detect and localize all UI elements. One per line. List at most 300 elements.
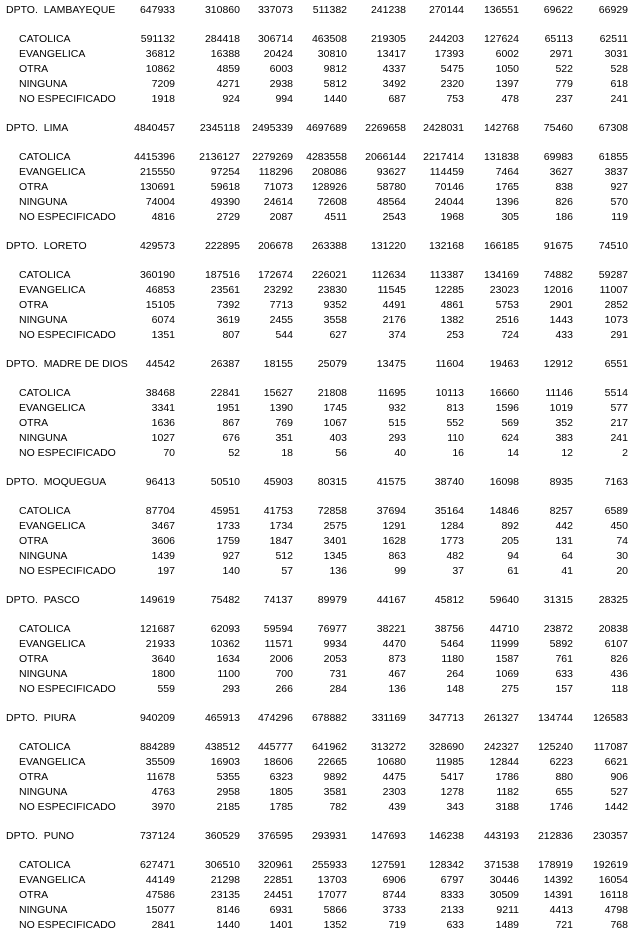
category-value: 2176: [382, 314, 406, 326]
category-value: 11545: [377, 284, 406, 296]
category-value: 731: [329, 668, 347, 680]
category-value: 1745: [323, 402, 347, 414]
category-value: 30: [616, 550, 628, 562]
category-value: 30509: [489, 889, 519, 901]
category-value: 2087: [269, 211, 293, 223]
category-value: 10113: [435, 387, 464, 399]
department-name: DPTO. PIURA: [6, 712, 76, 724]
department-total-value: 132168: [428, 240, 464, 252]
category-value: 99: [394, 565, 406, 577]
category-value: 873: [388, 653, 406, 665]
category-value: 293: [222, 683, 240, 695]
department-total-value: 18155: [263, 358, 293, 370]
category-value: 1284: [440, 520, 464, 532]
category-value: 125240: [537, 741, 573, 753]
category-value: 23023: [489, 284, 519, 296]
category-row: [0, 62, 628, 77]
category-value: 18: [281, 447, 293, 459]
category-value: 6223: [549, 756, 573, 768]
category-value: 306510: [204, 859, 240, 871]
category-value: 36812: [145, 48, 175, 60]
category-value: 4415396: [134, 151, 175, 163]
category-value: 3558: [323, 314, 347, 326]
category-value: 2217414: [423, 151, 464, 163]
category-value: 3581: [323, 786, 347, 798]
department-total-value: 75460: [543, 122, 573, 134]
category-value: 528: [610, 63, 628, 75]
category-value: 5417: [440, 771, 464, 783]
category-value: 3627: [549, 166, 573, 178]
category-value: 522: [555, 63, 573, 75]
category-row: [0, 32, 628, 47]
category-value: 10362: [210, 638, 240, 650]
category-row: [0, 903, 628, 918]
department-total-value: 360529: [204, 830, 240, 842]
department-total-value: 25079: [317, 358, 347, 370]
department-total-value: 376595: [257, 830, 293, 842]
category-value: 14: [507, 447, 519, 459]
category-value: 293: [388, 432, 406, 444]
category-value: 21933: [145, 638, 175, 650]
category-label: NO ESPECIFICADO: [19, 329, 116, 341]
category-value: 7392: [216, 299, 240, 311]
category-value: 58780: [376, 181, 406, 193]
category-value: 433: [555, 329, 573, 341]
category-value: 782: [329, 801, 347, 813]
category-label: EVANGELICA: [19, 166, 86, 178]
category-value: 3640: [151, 653, 175, 665]
category-value: 21298: [210, 874, 240, 886]
category-row: [0, 873, 628, 888]
category-value: 38468: [145, 387, 175, 399]
category-value: 197: [157, 565, 175, 577]
category-value: 1489: [495, 919, 519, 931]
department-total-value: 511382: [312, 4, 347, 16]
category-row: [0, 92, 628, 107]
category-value: 442: [555, 520, 573, 532]
department-total-value: 647933: [139, 4, 175, 16]
department-total-row: [0, 121, 628, 136]
category-value: 117087: [593, 741, 628, 753]
category-value: 255933: [311, 859, 347, 871]
category-value: 23561: [210, 284, 240, 296]
category-value: 2841: [151, 919, 175, 931]
category-value: 360190: [139, 269, 175, 281]
department-total-value: 16098: [489, 476, 519, 488]
category-value: 4798: [604, 904, 628, 916]
category-label: NINGUNA: [19, 314, 68, 326]
category-label: NINGUNA: [19, 786, 68, 798]
category-row: [0, 770, 628, 785]
category-value: 219305: [370, 33, 406, 45]
category-label: NINGUNA: [19, 196, 68, 208]
category-value: 93627: [376, 166, 406, 178]
category-value: 72858: [317, 505, 347, 517]
department-total-value: 4697689: [306, 122, 347, 134]
category-value: 4470: [382, 638, 406, 650]
department-name: DPTO. LAMBAYEQUE: [6, 4, 116, 16]
category-label: OTRA: [19, 535, 49, 547]
category-row: [0, 504, 628, 519]
category-value: 932: [388, 402, 406, 414]
category-value: 15105: [145, 299, 175, 311]
category-value: 641962: [311, 741, 347, 753]
department-total-value: 147693: [370, 830, 406, 842]
category-value: 2: [622, 447, 628, 459]
category-value: 2958: [216, 786, 240, 798]
category-value: 205: [501, 535, 519, 547]
department-total-value: 429573: [139, 240, 175, 252]
category-value: 12844: [489, 756, 519, 768]
category-value: 23135: [210, 889, 240, 901]
category-value: 4491: [382, 299, 406, 311]
department-total-value: 91675: [543, 240, 573, 252]
category-value: 2971: [549, 48, 573, 60]
category-value: 215550: [139, 166, 175, 178]
category-value: 284418: [204, 33, 240, 45]
category-value: 11678: [146, 771, 175, 783]
category-value: 23292: [263, 284, 293, 296]
department-name: DPTO. PUNO: [6, 830, 75, 842]
category-value: 114459: [429, 166, 464, 178]
category-value: 676: [222, 432, 240, 444]
category-label: NO ESPECIFICADO: [19, 447, 116, 459]
category-row: [0, 77, 628, 92]
category-value: 768: [610, 919, 628, 931]
category-row: [0, 298, 628, 313]
category-value: 3341: [151, 402, 175, 414]
department-block: [0, 239, 628, 343]
department-total-value: 146238: [428, 830, 464, 842]
category-value: 655: [555, 786, 573, 798]
department-name: DPTO. LORETO: [6, 240, 87, 252]
category-label: OTRA: [19, 771, 49, 783]
category-value: 467: [388, 668, 406, 680]
category-value: 130691: [139, 181, 175, 193]
category-value: 463508: [311, 33, 347, 45]
department-total-value: 270144: [428, 4, 464, 16]
category-value: 6621: [604, 756, 628, 768]
category-value: 8744: [382, 889, 406, 901]
category-value: 59287: [598, 269, 628, 281]
category-value: 544: [275, 329, 293, 341]
department-total-value: 331169: [371, 712, 406, 724]
category-value: 121687: [139, 623, 175, 635]
category-value: 41753: [263, 505, 293, 517]
department-total-value: 2428031: [423, 122, 464, 134]
category-value: 157: [555, 683, 573, 695]
category-value: 2516: [495, 314, 519, 326]
category-label: OTRA: [19, 299, 49, 311]
category-value: 9352: [323, 299, 347, 311]
department-total-value: 206678: [257, 240, 293, 252]
category-row: [0, 195, 628, 210]
category-value: 1180: [441, 653, 464, 665]
category-value: 403: [329, 432, 347, 444]
category-value: 2133: [440, 904, 464, 916]
category-value: 40: [394, 447, 406, 459]
category-value: 1443: [549, 314, 573, 326]
category-value: 3031: [604, 48, 628, 60]
category-value: 927: [610, 181, 628, 193]
category-value: 13703: [317, 874, 347, 886]
category-value: 1396: [495, 196, 519, 208]
category-value: 2729: [216, 211, 240, 223]
category-value: 48564: [376, 196, 406, 208]
category-row: [0, 918, 628, 933]
category-value: 9812: [323, 63, 347, 75]
category-value: 779: [555, 78, 573, 90]
category-value: 52: [228, 447, 240, 459]
category-value: 2053: [323, 653, 347, 665]
department-total-value: 13475: [376, 358, 406, 370]
department-total-value: 6551: [604, 358, 628, 370]
category-value: 1746: [549, 801, 573, 813]
department-total-value: 142768: [483, 122, 519, 134]
department-total-row: [0, 475, 628, 490]
category-row: [0, 401, 628, 416]
category-value: 97254: [210, 166, 240, 178]
category-value: 71073: [263, 181, 293, 193]
category-value: 241: [610, 432, 628, 444]
category-value: 241: [610, 93, 628, 105]
category-value: 1440: [216, 919, 240, 931]
category-value: 61855: [598, 151, 628, 163]
category-value: 44710: [489, 623, 519, 635]
department-total-value: 230357: [592, 830, 628, 842]
category-value: 1019: [549, 402, 573, 414]
category-label: NO ESPECIFICADO: [19, 683, 116, 695]
category-value: 687: [388, 93, 406, 105]
category-value: 8146: [216, 904, 240, 916]
category-label: CATOLICA: [19, 151, 71, 163]
category-label: CATOLICA: [19, 623, 71, 635]
category-value: 813: [446, 402, 464, 414]
category-value: 87704: [145, 505, 175, 517]
category-value: 1805: [269, 786, 293, 798]
department-total-value: 678882: [311, 712, 347, 724]
category-value: 1397: [495, 78, 519, 90]
category-row: [0, 150, 628, 165]
category-value: 450: [610, 520, 628, 532]
category-value: 1734: [269, 520, 293, 532]
department-total-value: 131220: [370, 240, 406, 252]
category-value: 35509: [145, 756, 175, 768]
category-value: 136: [388, 683, 406, 695]
category-label: EVANGELICA: [19, 402, 86, 414]
category-value: 24451: [263, 889, 293, 901]
category-value: 1401: [269, 919, 293, 931]
category-value: 570: [610, 196, 628, 208]
department-block: [0, 593, 628, 697]
category-value: 44149: [145, 874, 175, 886]
category-value: 3492: [382, 78, 406, 90]
category-value: 884289: [139, 741, 175, 753]
category-value: 633: [555, 668, 573, 680]
category-value: 2320: [440, 78, 464, 90]
category-value: 352: [555, 417, 573, 429]
category-value: 1587: [495, 653, 519, 665]
category-value: 6797: [440, 874, 464, 886]
category-value: 30446: [489, 874, 519, 886]
department-total-value: 80315: [317, 476, 347, 488]
category-value: 6002: [495, 48, 519, 60]
category-label: CATOLICA: [19, 859, 71, 871]
category-value: 118296: [258, 166, 293, 178]
department-total-value: 11604: [435, 358, 464, 370]
category-value: 2136127: [199, 151, 240, 163]
category-value: 1439: [151, 550, 175, 562]
department-total-value: 443193: [483, 830, 519, 842]
department-total-value: 136551: [483, 4, 519, 16]
category-value: 374: [388, 329, 406, 341]
category-value: 867: [222, 417, 240, 429]
department-total-value: 75482: [210, 594, 240, 606]
category-value: 1442: [604, 801, 628, 813]
category-value: 724: [501, 329, 519, 341]
category-value: 12: [561, 447, 573, 459]
category-value: 482: [446, 550, 464, 562]
category-value: 4337: [382, 63, 406, 75]
category-value: 6931: [269, 904, 293, 916]
category-label: EVANGELICA: [19, 284, 86, 296]
category-value: 5753: [495, 299, 519, 311]
category-value: 37694: [376, 505, 406, 517]
category-value: 9211: [496, 904, 519, 916]
category-row: [0, 180, 628, 195]
category-value: 559: [157, 683, 175, 695]
category-value: 16388: [210, 48, 240, 60]
category-value: 5355: [216, 771, 240, 783]
category-value: 2901: [549, 299, 573, 311]
category-value: 2938: [269, 78, 293, 90]
category-value: 1918: [151, 93, 175, 105]
category-value: 4413: [549, 904, 573, 916]
category-value: 112634: [371, 269, 406, 281]
category-row: [0, 416, 628, 431]
category-value: 994: [275, 93, 293, 105]
category-value: 1100: [217, 668, 240, 680]
category-value: 20: [616, 565, 628, 577]
category-value: 186: [555, 211, 573, 223]
category-row: [0, 755, 628, 770]
category-label: NO ESPECIFICADO: [19, 801, 116, 813]
department-total-value: 74510: [598, 240, 628, 252]
category-value: 1636: [151, 417, 175, 429]
category-value: 69983: [543, 151, 573, 163]
category-value: 577: [610, 402, 628, 414]
category-value: 119: [611, 211, 628, 223]
category-row: [0, 637, 628, 652]
category-value: 12285: [434, 284, 464, 296]
category-row: [0, 534, 628, 549]
category-label: NO ESPECIFICADO: [19, 211, 116, 223]
department-total-row: [0, 239, 628, 254]
category-value: 37: [452, 565, 464, 577]
category-value: 1390: [269, 402, 293, 414]
department-name: DPTO. PASCO: [6, 594, 80, 606]
category-value: 15627: [263, 387, 293, 399]
category-value: 3733: [382, 904, 406, 916]
department-total-value: 12912: [543, 358, 573, 370]
category-value: 6003: [269, 63, 293, 75]
department-total-value: 74137: [263, 594, 293, 606]
category-value: 1951: [216, 402, 240, 414]
department-total-row: [0, 593, 628, 608]
category-value: 14391: [543, 889, 573, 901]
category-value: 4283558: [306, 151, 347, 163]
category-label: NO ESPECIFICADO: [19, 565, 116, 577]
category-value: 16903: [210, 756, 240, 768]
category-value: 284: [329, 683, 347, 695]
category-value: 76977: [317, 623, 347, 635]
category-value: 1634: [216, 653, 240, 665]
category-value: 18606: [263, 756, 293, 768]
department-total-value: 8935: [549, 476, 573, 488]
category-value: 208086: [311, 166, 347, 178]
category-value: 627: [329, 329, 347, 341]
category-value: 6906: [382, 874, 406, 886]
category-row: [0, 268, 628, 283]
category-value: 4816: [151, 211, 175, 223]
category-value: 217: [610, 417, 628, 429]
category-row: [0, 667, 628, 682]
category-value: 1182: [496, 786, 519, 798]
category-value: 8333: [440, 889, 464, 901]
category-value: 438512: [204, 741, 240, 753]
category-value: 128342: [428, 859, 464, 871]
category-value: 264: [446, 668, 464, 680]
category-row: [0, 652, 628, 667]
category-value: 6589: [604, 505, 628, 517]
category-row: [0, 622, 628, 637]
category-row: [0, 858, 628, 873]
category-value: 863: [388, 550, 406, 562]
category-value: 61: [507, 565, 519, 577]
category-value: 136: [329, 565, 347, 577]
department-total-value: 212836: [537, 830, 573, 842]
department-total-row: [0, 3, 628, 18]
department-total-value: 19463: [489, 358, 519, 370]
category-value: 74: [616, 535, 628, 547]
category-value: 244203: [428, 33, 464, 45]
category-value: 56: [335, 447, 347, 459]
department-total-value: 31315: [543, 594, 573, 606]
category-value: 134169: [483, 269, 519, 281]
category-value: 62511: [599, 33, 628, 45]
category-value: 1345: [323, 550, 347, 562]
category-value: 2279269: [252, 151, 293, 163]
category-label: CATOLICA: [19, 33, 71, 45]
category-value: 20838: [598, 623, 628, 635]
category-label: NINGUNA: [19, 78, 68, 90]
category-value: 1596: [495, 402, 519, 414]
category-label: EVANGELICA: [19, 756, 86, 768]
category-value: 3837: [604, 166, 628, 178]
category-value: 1628: [382, 535, 406, 547]
category-value: 838: [555, 181, 573, 193]
category-value: 906: [610, 771, 628, 783]
department-total-value: 465913: [204, 712, 240, 724]
department-block: [0, 829, 628, 933]
category-value: 11571: [264, 638, 293, 650]
category-value: 5514: [604, 387, 628, 399]
category-value: 624: [501, 432, 519, 444]
category-value: 892: [501, 520, 519, 532]
category-value: 3401: [323, 535, 347, 547]
department-total-row: [0, 711, 628, 726]
category-value: 59618: [210, 181, 240, 193]
